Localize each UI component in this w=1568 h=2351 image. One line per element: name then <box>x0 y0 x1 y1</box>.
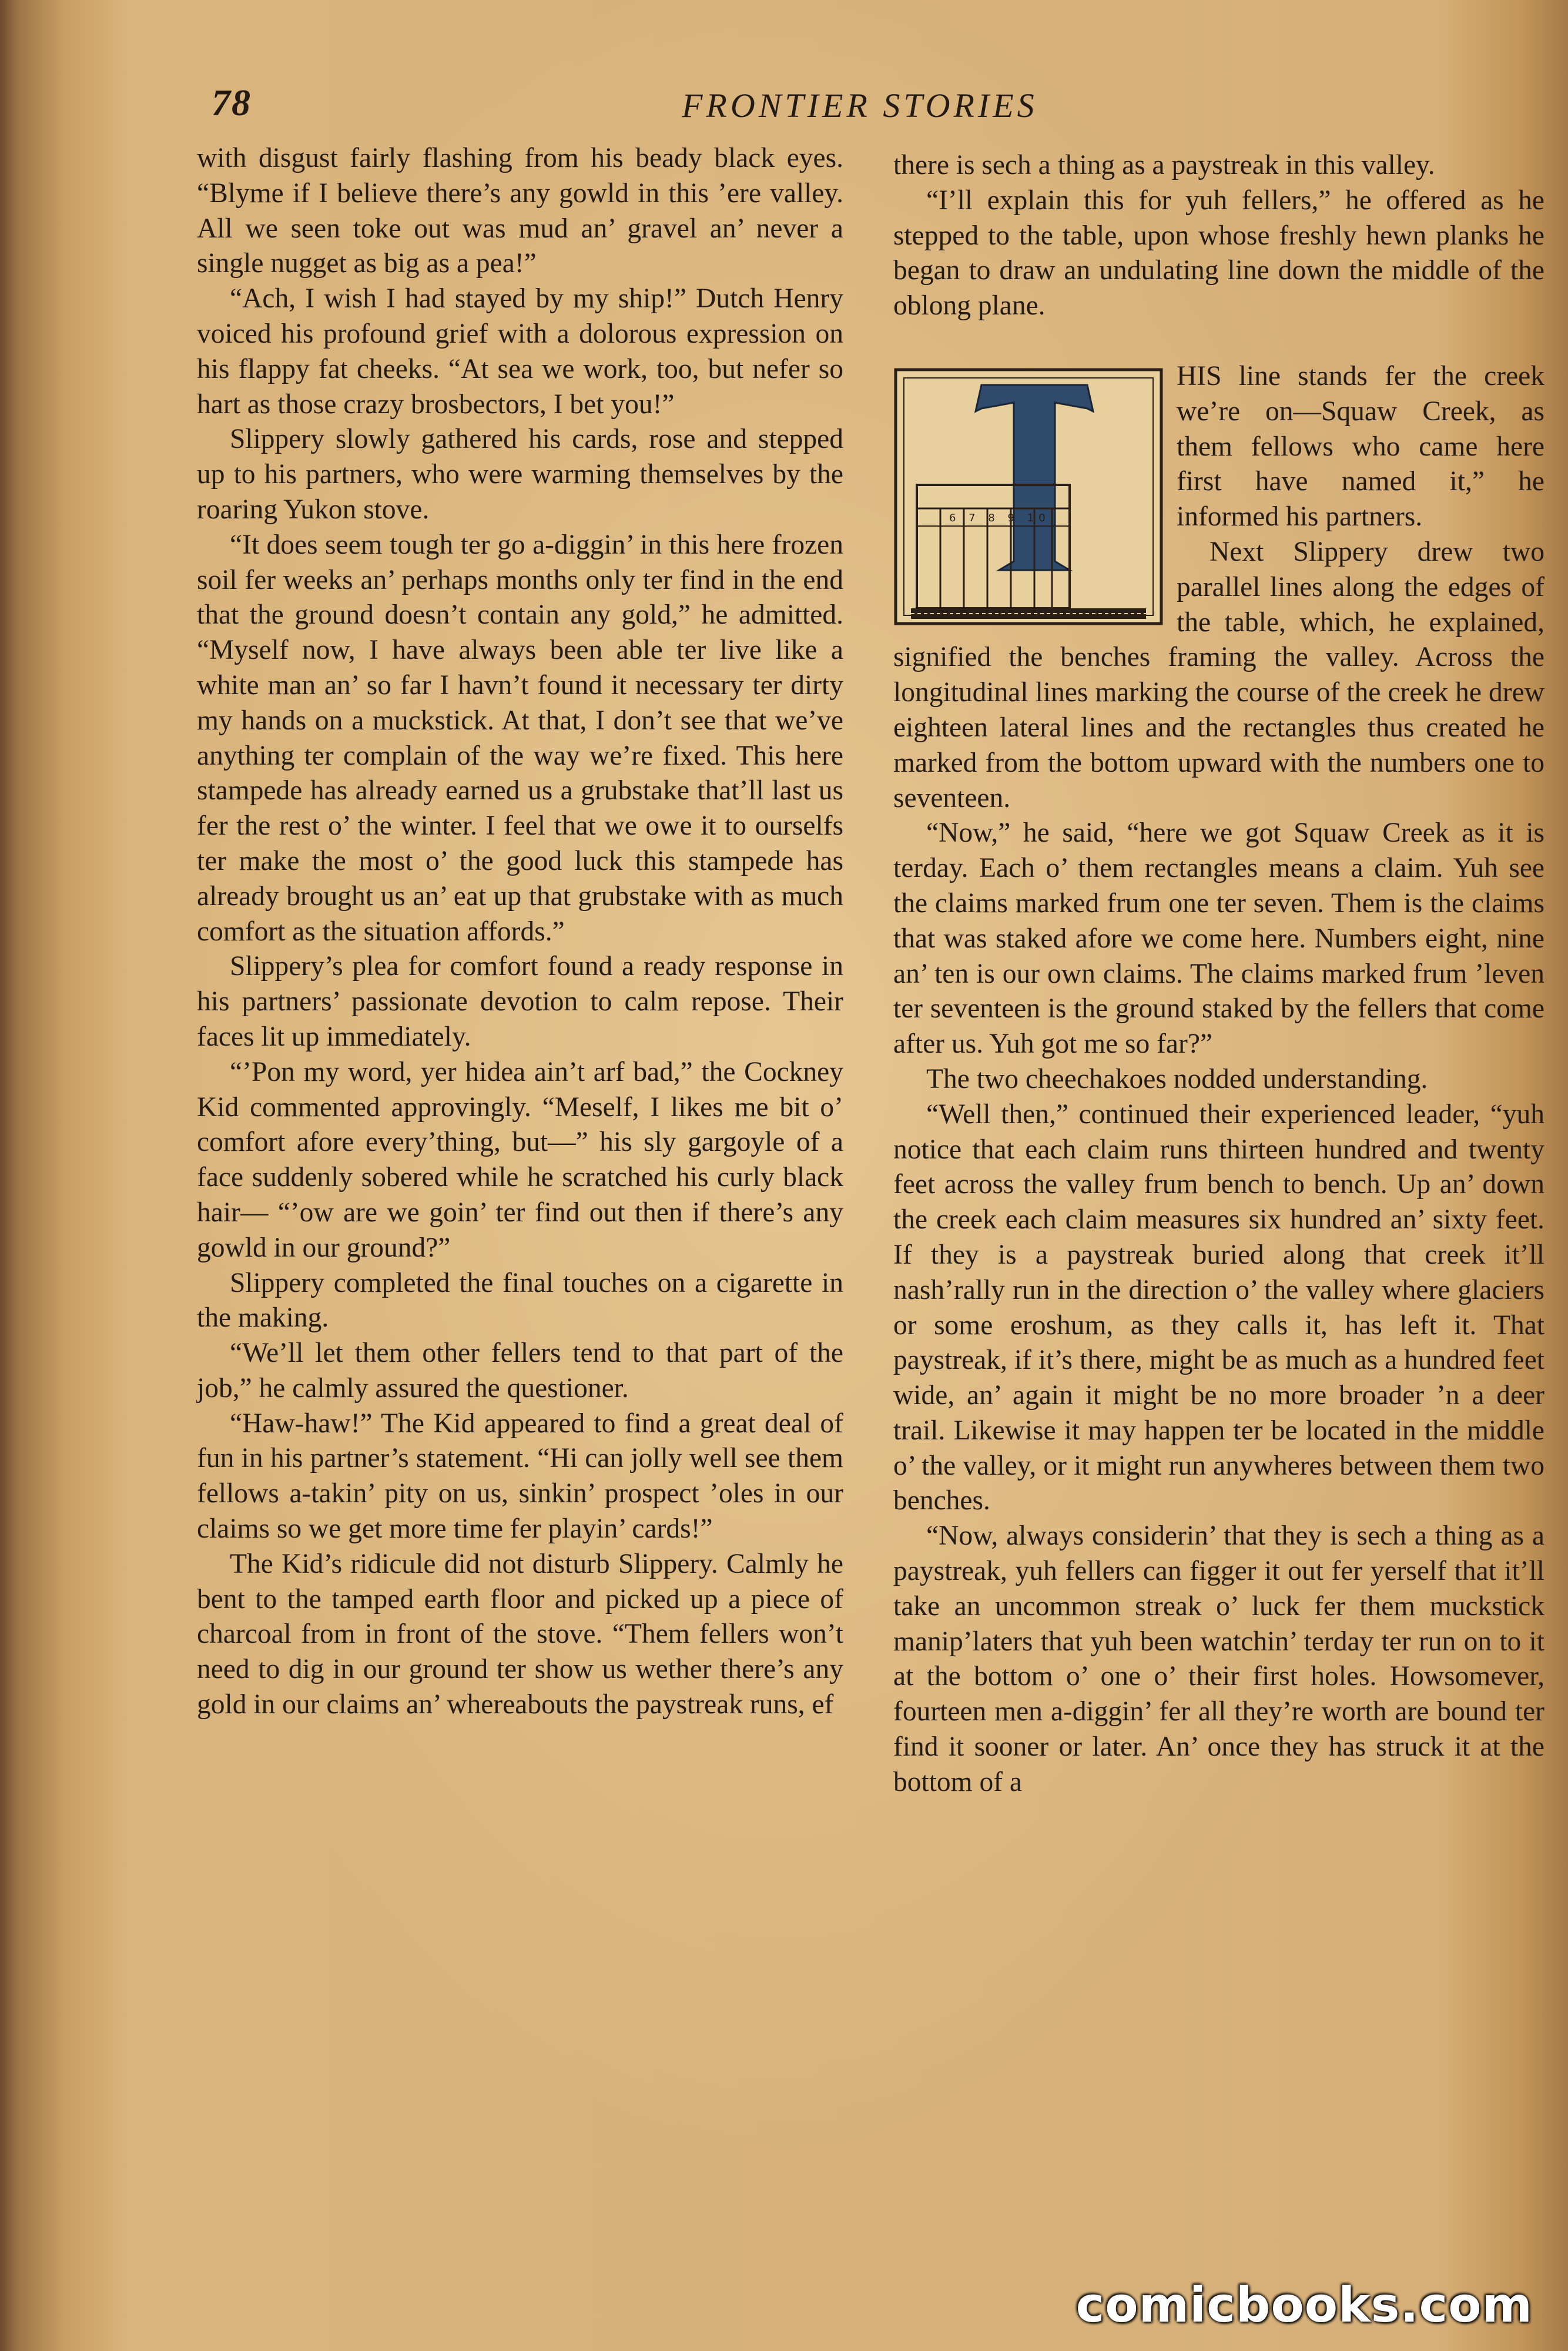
paragraph: “It does seem tough ter go a-diggin’ in this here frozen soil fer weeks an’ perhaps months only ter find in the end that the ground doesn’t contain any gold,” he admitted. “Myself now, I have always been able ter live like a white man an’ so far I havn’t found it necessary ter dirty my hands on a muckstick. At that, I don’t see that we’ve anything ter complain of the way we’re fixed. This here stampede has already earned us a grubstake that’ll last us fer the rest o’ the winter. I feel that we owe it to ourselfs ter make the most o’ the good luck this stampede has already brought us an’ eat up that grubstake with as much comfort as the situation affords.” <box>197 529 843 947</box>
paragraph: “Haw-haw!” The Kid appeared to find a great deal of fun in his partner’s statement. “Hi can jolly well see them fellows a-takin’ pity on us, sinkin’ prospect ’oles in our claims so we get more time fer playin’ cards!” <box>197 1408 843 1545</box>
paragraph: “Now, always considerin’ that they is sech a thing as a paystreak, yuh fellers can figger it out fer yerself that it’ll take an uncommon streak o’ luck fer them muckstick manip’laters that yuh been watchin’ terday ter run on to it at the bottom o’ one o’ their first holes. Howsomever, fourteen men a-diggin’ fer all they’re worth are bound ter find it sooner or later. An’ once they has struck it at the bottom of a <box>893 1521 1544 1797</box>
page-number: 78 <box>212 82 252 123</box>
paragraph: “Well then,” continued their experienced leader, “yuh notice that each claim runs thirteen hundred and twenty feet across the valley frum bench to bench. Up an’ down the creek each claim measures six hundred an’ sixty feet. If they is a paystreak buried along that creek it’ll nash’rally run in the direction o’ the valley where glaciers or some eroshum, as they calls it, has left it. That paystreak, if it’s there, might be as much as a hundred feet wide, an’ again it might be no more broader ’n a deer trail. Likewise it may happen ter be located in the middle o’ the valley, or it might run anywheres between them two benches. <box>893 1099 1544 1516</box>
section-break <box>893 324 1544 359</box>
drop-cap-illustration <box>893 367 1164 626</box>
paragraph: “I’ll explain this for yuh fellers,” he offered as he stepped to the table, upon whose freshly hewn planks he began to draw an undulating line down the middle of the oblong plane. <box>893 185 1544 321</box>
watermark: comicbooks.com <box>1076 2278 1533 2333</box>
paragraph: Slippery completed the final touches on a cigarette in the making. <box>197 1267 843 1334</box>
paragraph: Slippery’s plea for comfort found a ready response in his partners’ passionate devotion to calm repose. Their faces lit up immediately. <box>197 951 843 1052</box>
paragraph: “We’ll let them other fellers tend to that part of the job,” he calmly assured the questioner. <box>197 1338 843 1404</box>
paragraph: “’Pon my word, yer hidea ain’t arf bad,” the Cockney Kid commented approvingly. “Meself, I likes me bit o’ comfort afore every’thing, but—” his sly gargoyle of a face suddenly sobered while he scratched his curly black hair— “’ow are we goin’ ter find out then if there’s any gowld in our ground?” <box>197 1056 843 1263</box>
magazine-title: FRONTIER STORIES <box>682 86 1038 125</box>
right-column <box>893 148 1544 1800</box>
paragraph: “Now,” he said, “here we got Squaw Creek as it is terday. Each o’ them rectangles means a claim. Yuh see the claims marked frum one ter seven. Them is the claims that was staked afore we come here. Numbers eight, nine an’ ten is our own claims. The claims marked frum ’leven ter seventeen is the ground staked by the fellers that come after us. Yuh got me so far?” <box>893 818 1544 1060</box>
paragraph: Next Slippery drew two parallel lines along the edges of the table, which, he explained, signified the benches framing the valley. Across the longitudinal lines marking the course of the creek he drew eighteen lateral lines and the rectangles thus created he marked from the bottom upward with the numbers one to seventeen. <box>893 536 1544 813</box>
paragraph: Slippery slowly gathered his cards, rose and stepped up to his partners, who were warming themselves by the roaring Yukon stove. <box>197 424 843 525</box>
paragraph: with disgust fairly flashing from his beady black eyes. “Blyme if I believe there’s any gowld in this ’ere valley. All we seen toke out was mud an’ gravel an’ never a single nugget as big as a pea!” <box>197 143 843 279</box>
claim-sign-numbers: 6 7 8 9 10 <box>949 511 1050 524</box>
paragraph: there is sech a thing as a paystreak in this valley. <box>893 150 1435 180</box>
paragraph: The two cheechakoes nodded understanding. <box>926 1063 1428 1094</box>
drop-cap-letter: T <box>1034 367 1035 368</box>
paragraph: The Kid’s ridicule did not disturb Slippery. Calmly he bent to the tamped earth floor and picked up a piece of charcoal from in front of the stove. “Them fellers won’t need to dig in our ground ter show us wether there’s any gold in our claims an’ whereabouts the paystreak runs, ef <box>197 1548 843 1720</box>
paragraph: “Ach, I wish I had stayed by my ship!” Dutch Henry voiced his profound grief with a dolorous expression on his flappy fat cheeks. “At sea we work, too, but nefer so hart as those crazy brosbectors, I bet you!” <box>197 283 843 420</box>
left-column <box>197 141 843 1723</box>
paragraph: HIS line stands fer the creek we’re on—Squaw Creek, as them fellows who came here first have named it,” he informed his partners. <box>1177 360 1544 533</box>
